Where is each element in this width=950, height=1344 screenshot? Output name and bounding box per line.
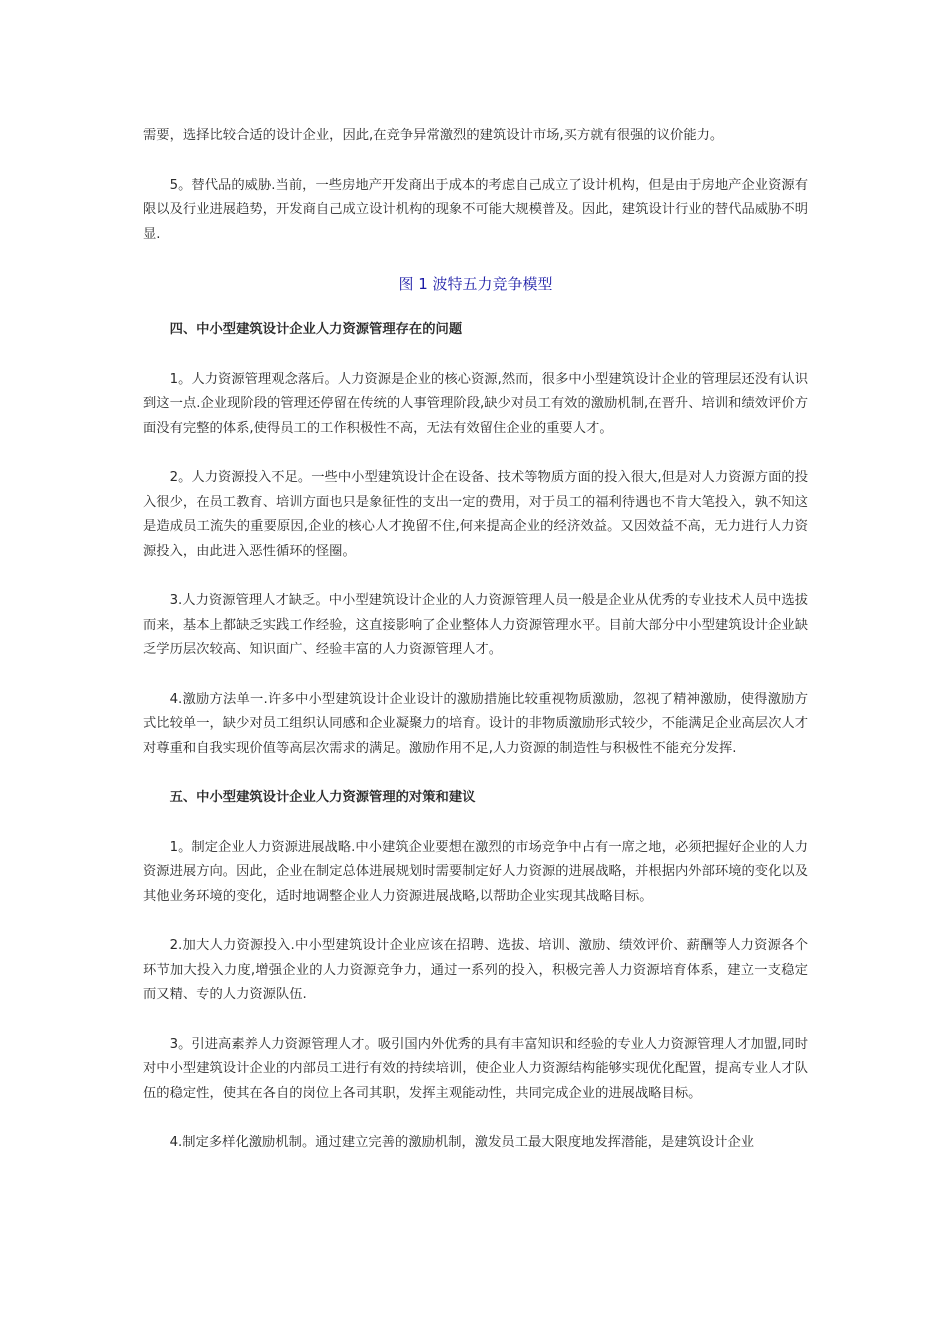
paragraph-suggestion-4: 4.制定多样化激励机制。通过建立完善的激励机制，激发员工最大限度地发挥潜能，是建筑设计企业 xyxy=(169,1135,755,1150)
paragraph-suggestion-1: 1。制定企业人力资源进展战略.中小建筑企业要想在激烈的市场竞争中占有一席之地，必须把握好企业的人力资源进展方向。因此，企业在制定总体进展规划时需要制定好人力资源的进展战略，并根据内外部环境的变化以及其他业务环境的变化，适时地调整企业人力资源进展战略,以帮助企业实现其战略目标。 xyxy=(143,839,808,904)
paragraph-continuation: 需要，选择比较合适的设计企业，因此,在竞争异常激烈的建筑设计市场,买方就有很强的议价能力。 xyxy=(143,128,724,143)
document-page xyxy=(143,124,808,1181)
paragraph-problem-3: 3.人力资源管理人才缺乏。中小型建筑设计企业的人力资源管理人员一般是企业从优秀的专业技术人员中选拔而来，基本上都缺乏实践工作经验，这直接影响了企业整体人力资源管理水平。目前大部分中小型建筑设计企业缺乏学历层次较高、知识面广、经验丰富的人力资源管理人才。 xyxy=(143,593,808,657)
paragraph-substitute-threat: 5。替代品的威胁.当前，一些房地产开发商出于成本的考虑自己成立了设计机构，但是由于房地产企业资源有限以及行业进展趋势，开发商自己成立设计机构的现象不可能大规模普及。因此，建筑设计行业的替代品威胁不明显. xyxy=(143,177,808,242)
paragraph-problem-4: 4.激励方法单一.许多中小型建筑设计企业设计的激励措施比较重视物质激励，忽视了精神激励，使得激励方式比较单一，缺少对员工组织认同感和企业凝聚力的培育。设计的非物质激励形式较少，不能满足企业高层次人才对尊重和自我实现价值等高层次需求的满足。激励作用不足,人力资源的制造性与积极性不能充分发挥. xyxy=(143,691,808,756)
paragraph-suggestion-2: 2.加大人力资源投入.中小型建筑设计企业应该在招聘、选拔、培训、激励、绩效评价、薪酬等人力资源各个环节加大投入力度,增强企业的人力资源竞争力，通过一系列的投入，积极完善人力资源培育体系，建立一支稳定而又精、专的人力资源队伍. xyxy=(143,938,808,1002)
figure-caption: 图 1 波特五力竞争模型 xyxy=(398,275,553,293)
paragraph-problem-1: 1。人力资源管理观念落后。人力资源是企业的核心资源,然而，很多中小型建筑设计企业的管理层还没有认识到这一点.企业现阶段的管理还停留在传统的人事管理阶段,缺少对员工有效的激励机制,在晋升、培训和绩效评价方面没有完整的体系,使得员工的工作积极性不高，无法有效留住企业的重要人才。 xyxy=(143,371,808,436)
paragraph-suggestion-3: 3。引进高素养人力资源管理人才。吸引国内外优秀的具有丰富知识和经验的专业人力资源管理人才加盟,同时对中小型建筑设计企业的内部员工进行有效的持续培训，使企业人力资源结构能够实现优化配置，提高专业人才队伍的稳定性，使其在各自的岗位上各司其职，发挥主观能动性，共同完成企业的进展战略目标。 xyxy=(143,1036,808,1101)
section-heading-suggestions: 五、中小型建筑设计企业人力资源管理的对策和建议 xyxy=(169,790,476,805)
section-heading-problems: 四、中小型建筑设计企业人力资源管理存在的问题 xyxy=(169,322,463,337)
paragraph-problem-2: 2。人力资源投入不足。一些中小型建筑设计企在设备、技术等物质方面的投入很大,但是对人力资源方面的投入很少，在员工教育、培训方面也只是象征性的支出一定的费用，对于员工的福利待遇也不肯大笔投入，孰不知这是造成员工流失的重要原因,企业的核心人才挽留不住,何来提高企业的经济效益。又因效益不高，无力进行人力资源投入，由此进入恶性循环的怪圈。 xyxy=(143,470,808,559)
